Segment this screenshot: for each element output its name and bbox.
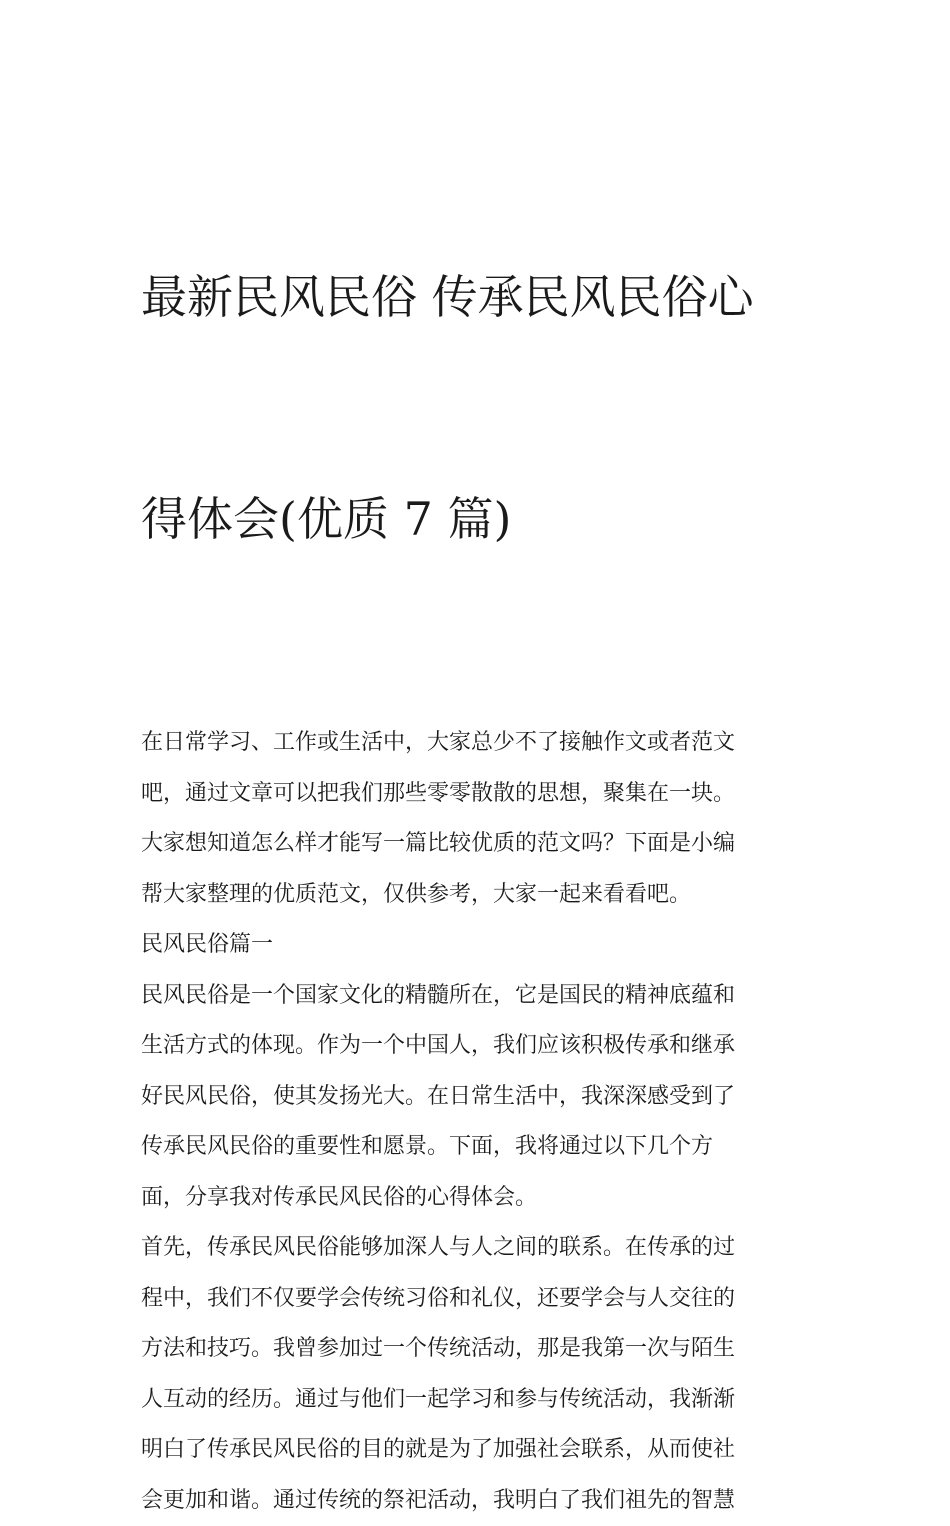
text-line: 面，分享我对传承民风民俗的心得体会。 [141,1173,813,1224]
text-line: 好民风民俗，使其发扬光大。在日常生活中，我深深感受到了 [141,1072,813,1123]
body-paragraph-2 [141,1223,813,1526]
body-paragraph-1 [141,971,813,1224]
text-line: 首先，传承民风民俗能够加深人与人之间的联系。在传承的过 [141,1223,813,1274]
section-heading: 民风民俗篇一 [141,920,813,971]
text-line: 生活方式的体现。作为一个中国人，我们应该积极传承和继承 [141,1021,813,1072]
text-line: 民风民俗是一个国家文化的精髓所在，它是国民的精神底蕴和 [141,971,813,1022]
intro-paragraph [141,718,813,920]
text-line: 大家想知道怎么样才能写一篇比较优质的范文吗？下面是小编 [141,819,813,870]
text-line: 在日常学习、工作或生活中，大家总少不了接触作文或者范文 [141,718,813,769]
text-line: 吧，通过文章可以把我们那些零零散散的思想，聚集在一块。 [141,769,813,820]
text-line: 会更加和谐。通过传统的祭祀活动，我明白了我们祖先的智慧 [141,1476,813,1526]
title-line: 最新民风民俗 传承民风民俗心 [141,260,813,334]
text-line: 帮大家整理的优质范文，仅供参考，大家一起来看看吧。 [141,870,813,921]
title-line: 得体会(优质 7 篇) [141,482,813,556]
text-line: 人互动的经历。通过与他们一起学习和参与传统活动，我渐渐 [141,1375,813,1426]
text-line: 传承民风民俗的重要性和愿景。下面，我将通过以下几个方 [141,1122,813,1173]
document-title [141,112,813,704]
text-line: 明白了传承民风民俗的目的就是为了加强社会联系，从而使社 [141,1425,813,1476]
text-line: 方法和技巧。我曾参加过一个传统活动，那是我第一次与陌生 [141,1324,813,1375]
document-content [141,112,813,1526]
text-line: 程中，我们不仅要学会传统习俗和礼仪，还要学会与人交往的 [141,1274,813,1325]
